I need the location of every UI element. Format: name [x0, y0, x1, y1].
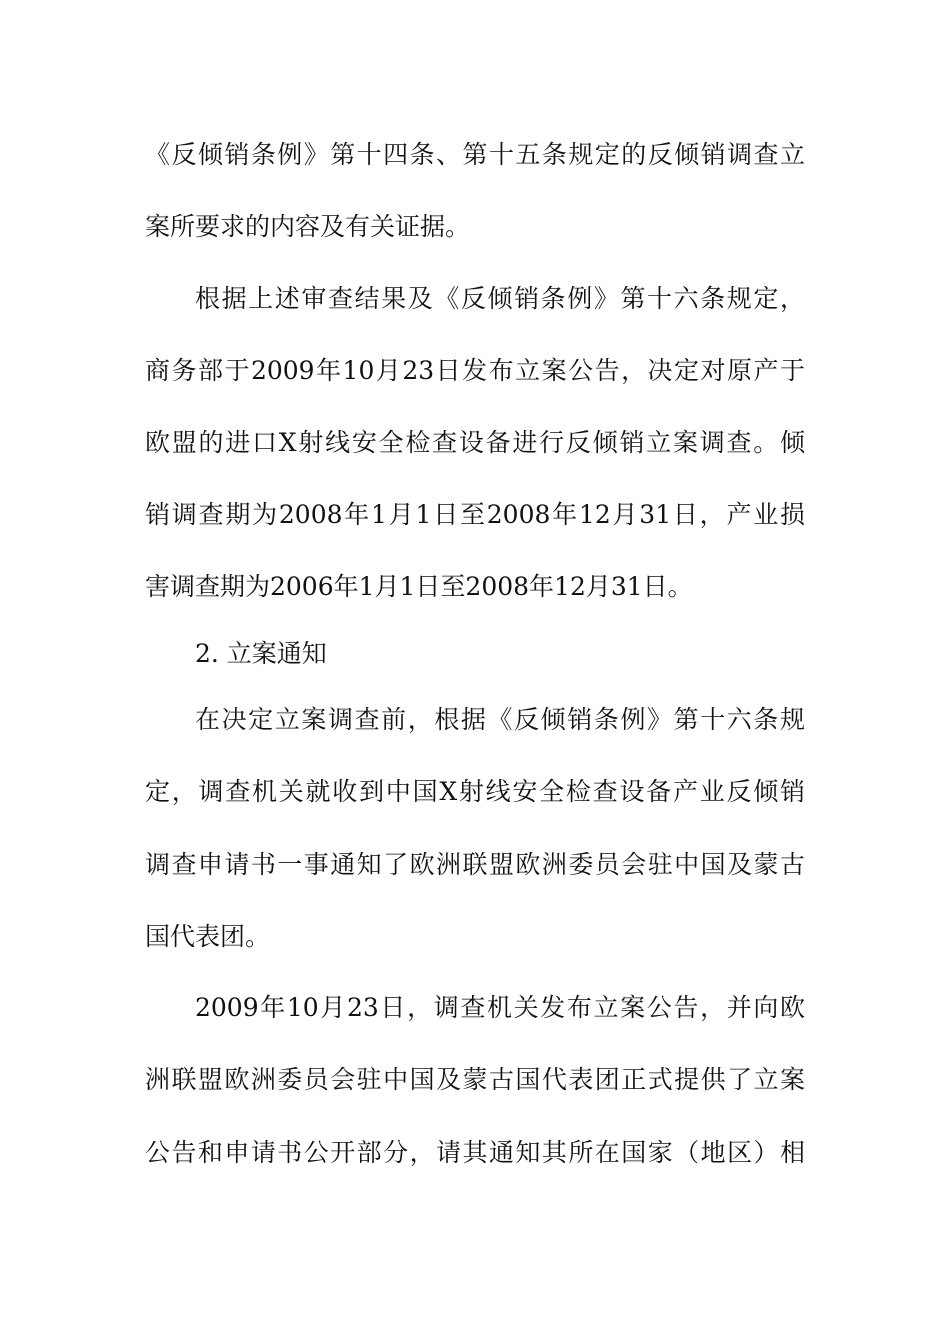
paragraph-start-line: 在决定立案调查前，根据《反倾销条例》第十六条规	[195, 705, 805, 734]
text-line: 定，调查机关就收到中国X射线安全检查设备产业反倾销	[145, 777, 805, 806]
text-line: 调查申请书一事通知了欧洲联盟欧洲委员会驻中国及蒙古	[145, 850, 805, 879]
text-line: 欧盟的进口X射线安全检查设备进行反倾销立案调查。倾	[145, 428, 805, 457]
text-line: 洲联盟欧洲委员会驻中国及蒙古国代表团正式提供了立案	[145, 1065, 805, 1094]
text-line: 国代表团。	[145, 922, 271, 951]
text-line: 公告和申请书公开部分，请其通知其所在国家（地区）相	[145, 1138, 805, 1167]
text-line: 案所要求的内容及有关证据。	[145, 212, 471, 241]
text-line: 《反倾销条例》第十四条、第十五条规定的反倾销调查立	[145, 140, 805, 169]
text-line: 商务部于2009年10月23日发布立案公告，决定对原产于	[145, 356, 805, 385]
paragraph-start-line: 2009年10月23日，调查机关发布立案公告，并向欧	[195, 993, 805, 1022]
section-heading: 2. 立案通知	[195, 639, 327, 668]
text-line: 害调查期为2006年1月1日至2008年12月31日。	[145, 572, 693, 601]
text-line: 销调查期为2008年1月1日至2008年12月31日，产业损	[145, 500, 805, 529]
paragraph-start-line: 根据上述审查结果及《反倾销条例》第十六条规定，	[195, 284, 805, 313]
